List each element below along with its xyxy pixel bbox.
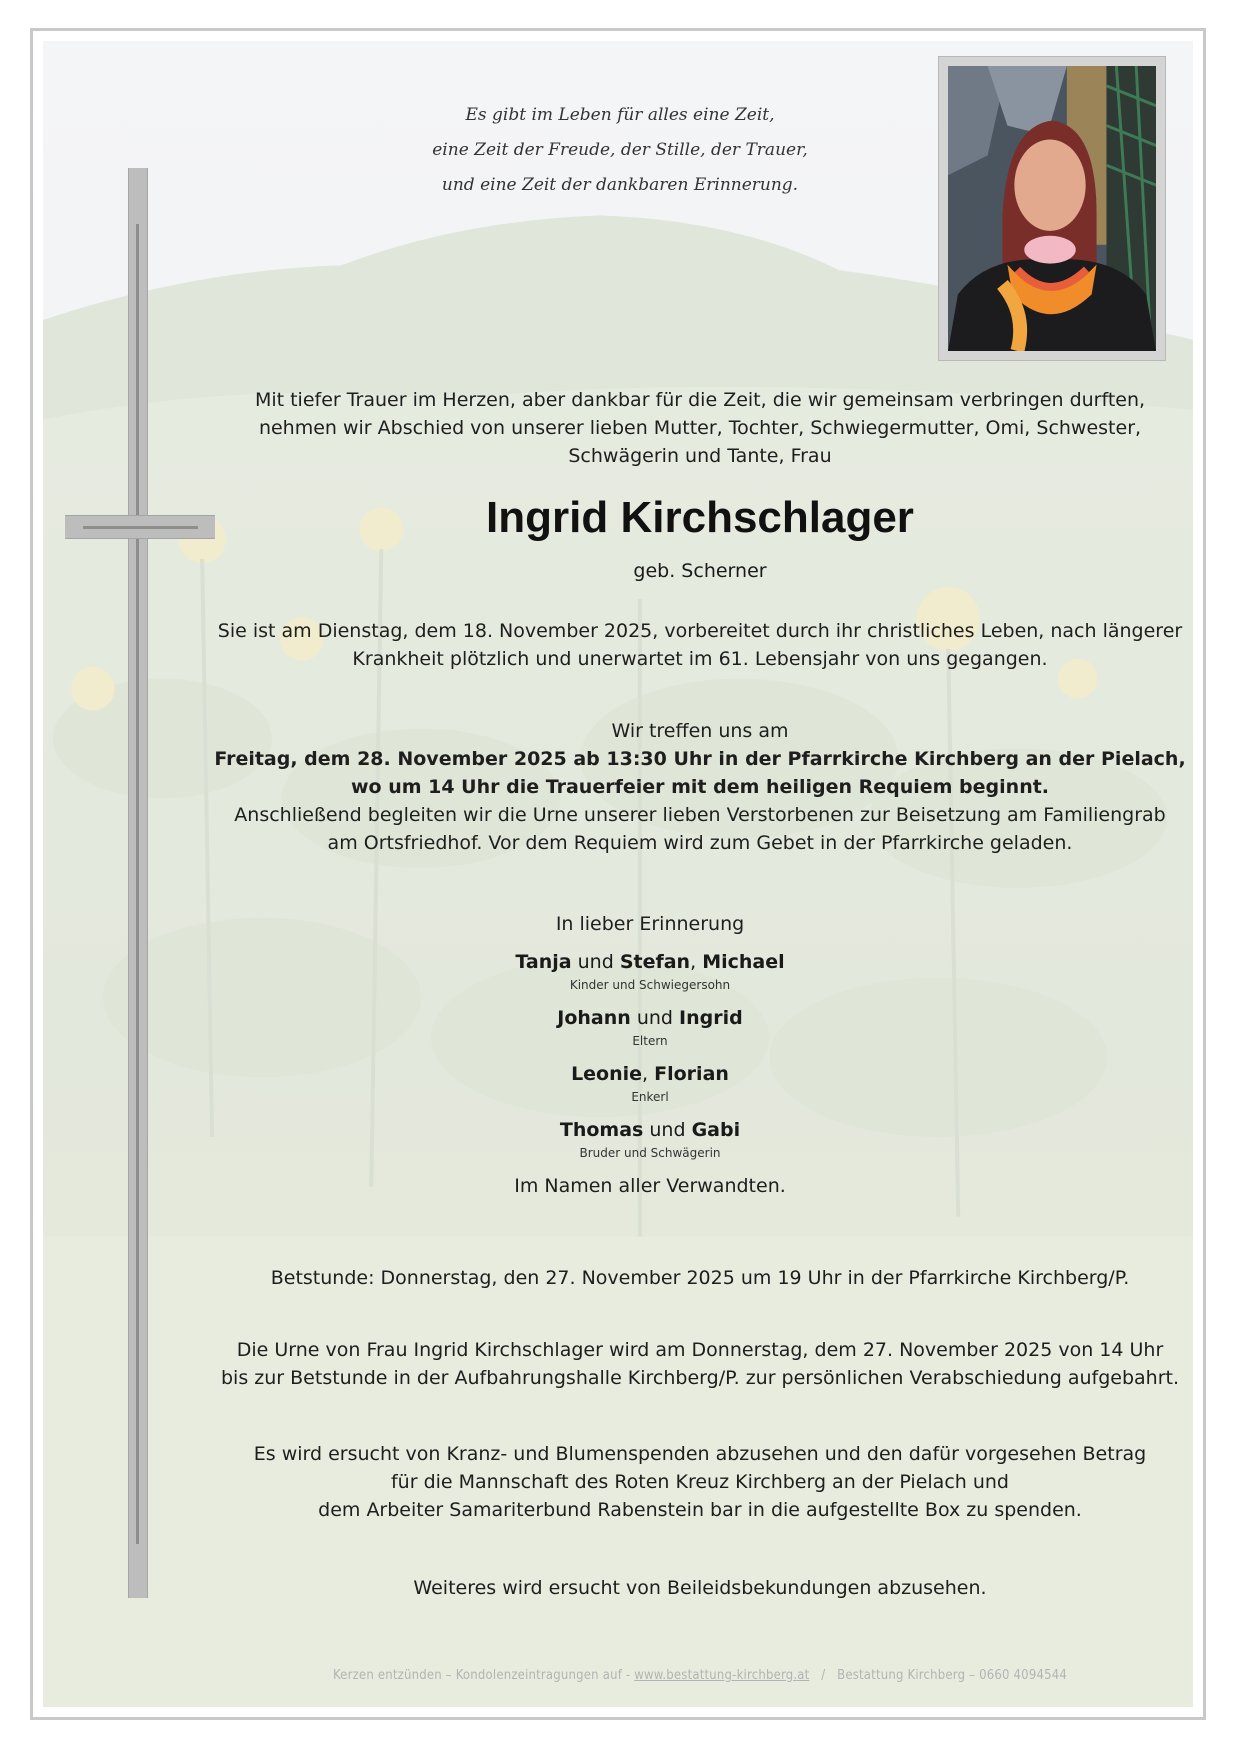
mourner-name: Michael	[702, 951, 785, 973]
meeting-requiem-line: wo um 14 Uhr die Trauerfeier mit dem heiligen Requiem beginnt.	[350, 776, 1050, 798]
mourner-name: Florian	[654, 1063, 729, 1085]
mourner-separator: ,	[642, 1063, 655, 1085]
prayer-hour: Betstunde: Donnerstag, den 27. November 2025 um 19 Uhr in der Pfarrkirche Kirchberg/P.	[270, 1267, 1130, 1289]
urn-viewing	[200, 1336, 1200, 1392]
mourner-name: Stefan	[619, 951, 691, 973]
intro-paragraph	[200, 386, 1200, 470]
mourner-group	[400, 1116, 900, 1144]
footer-prefix: Kerzen entzünden – Kondolenzeintragungen auf -	[332, 1668, 635, 1683]
donation-line: Es wird ersucht von Kranz- und Blumenspenden abzusehen und den dafür vorgesehen Betrag	[253, 1443, 1147, 1465]
meeting-date-line: Freitag, dem 28. November 2025 ab 13:30 Uhr in der Pfarrkirche Kirchberg an der Pielach,	[214, 748, 1186, 770]
website-link[interactable]: www.bestattung-kirchberg.at	[634, 1668, 810, 1683]
poem-line: und eine Zeit der dankbaren Erinnerung.	[441, 175, 799, 195]
urn-viewing-line: Die Urne von Frau Ingrid Kirchschlager wird am Donnerstag, dem 27. November 2025 von 14 Uhr	[236, 1339, 1164, 1361]
mourner-name: Gabi	[691, 1119, 741, 1141]
donation-request	[200, 1440, 1200, 1524]
footer-separator: /	[809, 1668, 838, 1683]
deceased-name: Ingrid Kirchschlager	[486, 493, 914, 542]
meeting-info	[200, 717, 1200, 857]
mourner-group	[400, 1004, 900, 1032]
death-notice-line: Sie ist am Dienstag, dem 18. November 2025, vorbereitet durch ihr christliches Leben, nach längerer	[217, 620, 1183, 642]
donation-line: dem Arbeiter Samariterbund Rabenstein bar in die aufgestellte Box zu spenden.	[318, 1499, 1082, 1521]
portrait-photo	[938, 56, 1166, 361]
death-notice	[200, 617, 1200, 673]
mourner-relation: Bruder und Schwägerin	[579, 1146, 721, 1160]
cross-icon	[128, 168, 148, 1598]
mourner-relation: Eltern	[632, 1034, 668, 1048]
mourner-name: Thomas	[559, 1119, 644, 1141]
mourner-relation: Kinder und Schwiegersohn	[569, 978, 731, 992]
mourner-name: Leonie	[571, 1063, 643, 1085]
urn-viewing-line: bis zur Betstunde in der Aufbahrungshalle Kirchberg/P. zur persönlichen Verabschiedung aufgebahrt.	[221, 1367, 1179, 1389]
mourner-separator: ,	[690, 951, 703, 973]
mourners	[400, 910, 900, 1200]
mourners-closing: Im Namen aller Verwandten.	[514, 1175, 786, 1197]
poem-line: Es gibt im Leben für alles eine Zeit,	[465, 105, 775, 125]
mourner-group	[400, 948, 900, 976]
intro-line: nehmen wir Abschied von unserer lieben Mutter, Tochter, Schwiegermutter, Omi, Schwester,	[258, 417, 1142, 439]
death-notice-line: Krankheit plötzlich und unerwartet im 61. Lebensjahr von uns gegangen.	[352, 648, 1048, 670]
mourner-relation: Enkerl	[631, 1090, 669, 1104]
mourner-separator: und	[643, 1119, 692, 1141]
donation-line: für die Mannschaft des Roten Kreuz Kirchberg an der Pielach und	[390, 1471, 1009, 1493]
condolence-note: Weiteres wird ersucht von Beileidsbekundungen abzusehen.	[413, 1577, 987, 1599]
birth-name: geb. Scherner	[633, 560, 767, 582]
intro-line: Mit tiefer Trauer im Herzen, aber dankbar für die Zeit, die wir gemeinsam verbringen durften,	[254, 389, 1146, 411]
mourner-name: Ingrid	[679, 1007, 743, 1029]
footer-company: Bestattung Kirchberg – 0660 4094544	[837, 1668, 1068, 1683]
mourner-separator: und	[630, 1007, 680, 1029]
mourner-name: Tanja	[515, 951, 572, 973]
poem-line: eine Zeit der Freude, der Stille, der Trauer,	[432, 140, 808, 160]
mourner-separator: und	[571, 951, 620, 973]
cross-bar	[65, 515, 215, 539]
intro-line: Schwägerin und Tante, Frau	[568, 445, 832, 467]
meeting-line: am Ortsfriedhof. Vor dem Requiem wird zum Gebet in der Pfarrkirche geladen.	[327, 832, 1073, 854]
poem	[330, 98, 910, 203]
mourner-name: Johann	[557, 1007, 631, 1029]
meeting-intro: Wir treffen uns am	[611, 720, 789, 742]
footer	[200, 1668, 1200, 1683]
mourner-group	[400, 1060, 900, 1088]
meeting-line: Anschließend begleiten wir die Urne unserer lieben Verstorbenen zur Beisetzung am Familiengrab	[234, 804, 1166, 826]
mourners-heading: In lieber Erinnerung	[555, 913, 745, 935]
